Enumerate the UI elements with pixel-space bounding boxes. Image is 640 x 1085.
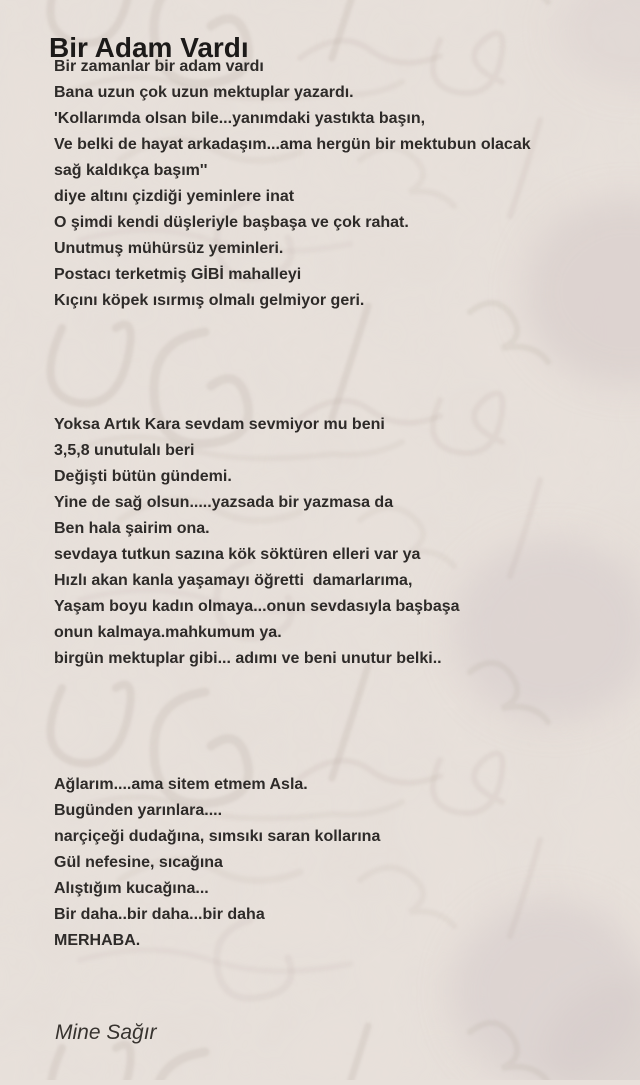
poem-line: Unutmuş mühürsüz yeminleri.	[54, 240, 284, 257]
poem-line: Bana uzun çok uzun mektuplar yazardı.	[54, 84, 354, 101]
poem-author: Mine Sağır	[55, 1021, 157, 1044]
poem-line: 3,5,8 unutulalı beri	[54, 442, 195, 459]
page-title: Bir Adam Vardı	[49, 31, 249, 63]
poem-line: MERHABA.	[54, 932, 141, 949]
poem-line: Postacı terketmiş GİBİ mahalleyi	[54, 266, 302, 283]
poem-line: Yoksa Artık Kara sevdam sevmiyor mu beni	[54, 416, 385, 433]
poem-line: narçiçeği dudağına, sımsıkı saran kollarına	[54, 828, 381, 845]
poem-line: Kıçını köpek ısırmış olmalı gelmiyor geri.	[54, 292, 365, 309]
poem-line: Hızlı akan kanla yaşamayı öğretti damarlarıma,	[54, 572, 413, 589]
stanza-3	[54, 772, 620, 954]
poem-line: diye altını çizdiği yeminlere inat	[54, 188, 295, 205]
poem-line: sağ kaldıkça başım''	[54, 162, 208, 179]
poem-line: Değişti bütün gündemi.	[54, 468, 232, 485]
poem-line: 'Kollarımda olsan bile...yanımdaki yastıkta başın,	[54, 110, 426, 127]
poem-line: Yine de sağ olsun.....yazsada bir yazmasa da	[54, 494, 394, 511]
poem-line: Bugünden yarınlara....	[54, 802, 223, 819]
poem-line: Ağlarım....ama sitem etmem Asla.	[54, 776, 308, 793]
stanza-2	[54, 412, 620, 672]
poem-line: Alıştığım kucağına...	[54, 880, 209, 897]
poem-line: sevdaya tutkun sazına kök söktüren elleri var ya	[54, 546, 421, 563]
poem-line: O şimdi kendi düşleriyle başbaşa ve çok rahat.	[54, 214, 409, 231]
poem-line: birgün mektuplar gibi... adımı ve beni unutur belki..	[54, 650, 442, 667]
poem-line: Gül nefesine, sıcağına	[54, 854, 223, 871]
poem-line: Bir daha..bir daha...bir daha	[54, 906, 265, 923]
poem-line: onun kalmaya.mahkumum ya.	[54, 624, 282, 641]
poem-line: Yaşam boyu kadın olmaya...onun sevdasıyla başbaşa	[54, 598, 460, 615]
poem-line: Ve belki de hayat arkadaşım...ama hergün bir mektubun olacak	[54, 136, 531, 153]
stanza-1	[54, 54, 620, 314]
poem-line: Ben hala şairim ona.	[54, 520, 210, 537]
poem-line: Bir zamanlar bir adam vardı	[54, 58, 264, 75]
